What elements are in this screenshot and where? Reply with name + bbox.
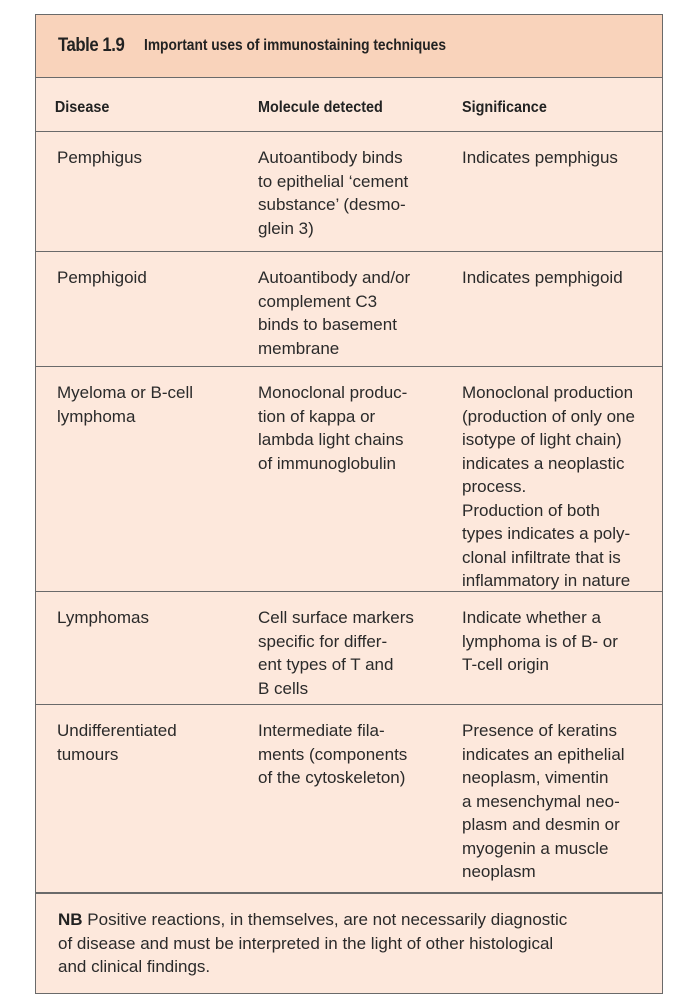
cell-significance: Indicate whether a lymphoma is of B- or T-cell origin	[462, 608, 618, 674]
table-caption: Important uses of immunostaining techniques	[144, 37, 446, 54]
column-header-significance: Significance	[462, 99, 547, 116]
cell-molecule: Intermediate fila- ments (components of the cytoskeleton)	[258, 721, 408, 787]
cell-disease: Undifferentiated tumours	[57, 721, 177, 764]
table-number: Table 1.9	[58, 35, 125, 56]
cell-significance: Monoclonal production (production of only one isotype of light chain) indicates a neoplastic process. Production of both types indicates a poly- clonal infiltrate that is inflammatory in nature	[462, 383, 635, 590]
cell-disease: Lymphomas	[57, 608, 149, 627]
footnote	[36, 893, 662, 993]
cell-molecule: Monoclonal produc- tion of kappa or lambda light chains of immunoglobulin	[258, 383, 408, 473]
cell-molecule: Autoantibody binds to epithelial ‘cement substance’ (desmo- glein 3)	[258, 148, 409, 238]
cell-disease: Myeloma or B-cell lymphoma	[57, 383, 194, 426]
cell-significance: Presence of keratins indicates an epithelial neoplasm, vimentin a mesenchymal neo- plasm and desmin or myogenin a muscle neoplasm	[462, 721, 625, 881]
table-row	[36, 252, 662, 367]
cell-significance: Indicates pemphigoid	[462, 268, 623, 287]
column-header-molecule: Molecule detected	[258, 99, 383, 116]
cell-disease: Pemphigus	[57, 148, 143, 167]
cell-molecule: Cell surface markers specific for differ- ent types of T and B cells	[258, 608, 414, 698]
table-box	[35, 14, 663, 994]
footnote-text: Positive reactions, in themselves, are not necessarily diagnostic of disease and must be interpreted in the light of other histological and clinical findings.	[58, 910, 568, 976]
footnote-label: NB	[58, 910, 83, 929]
cell-molecule: Autoantibody and/or complement C3 binds to basement membrane	[258, 268, 411, 358]
table-row	[36, 592, 662, 705]
cell-disease: Pemphigoid	[57, 268, 147, 287]
header-row	[36, 78, 662, 132]
column-header-disease: Disease	[54, 99, 110, 116]
table-title	[36, 15, 662, 78]
table-row	[36, 367, 662, 592]
table-row	[36, 132, 662, 252]
cell-significance: Indicates pemphigus	[462, 148, 618, 167]
table-row	[36, 705, 662, 893]
